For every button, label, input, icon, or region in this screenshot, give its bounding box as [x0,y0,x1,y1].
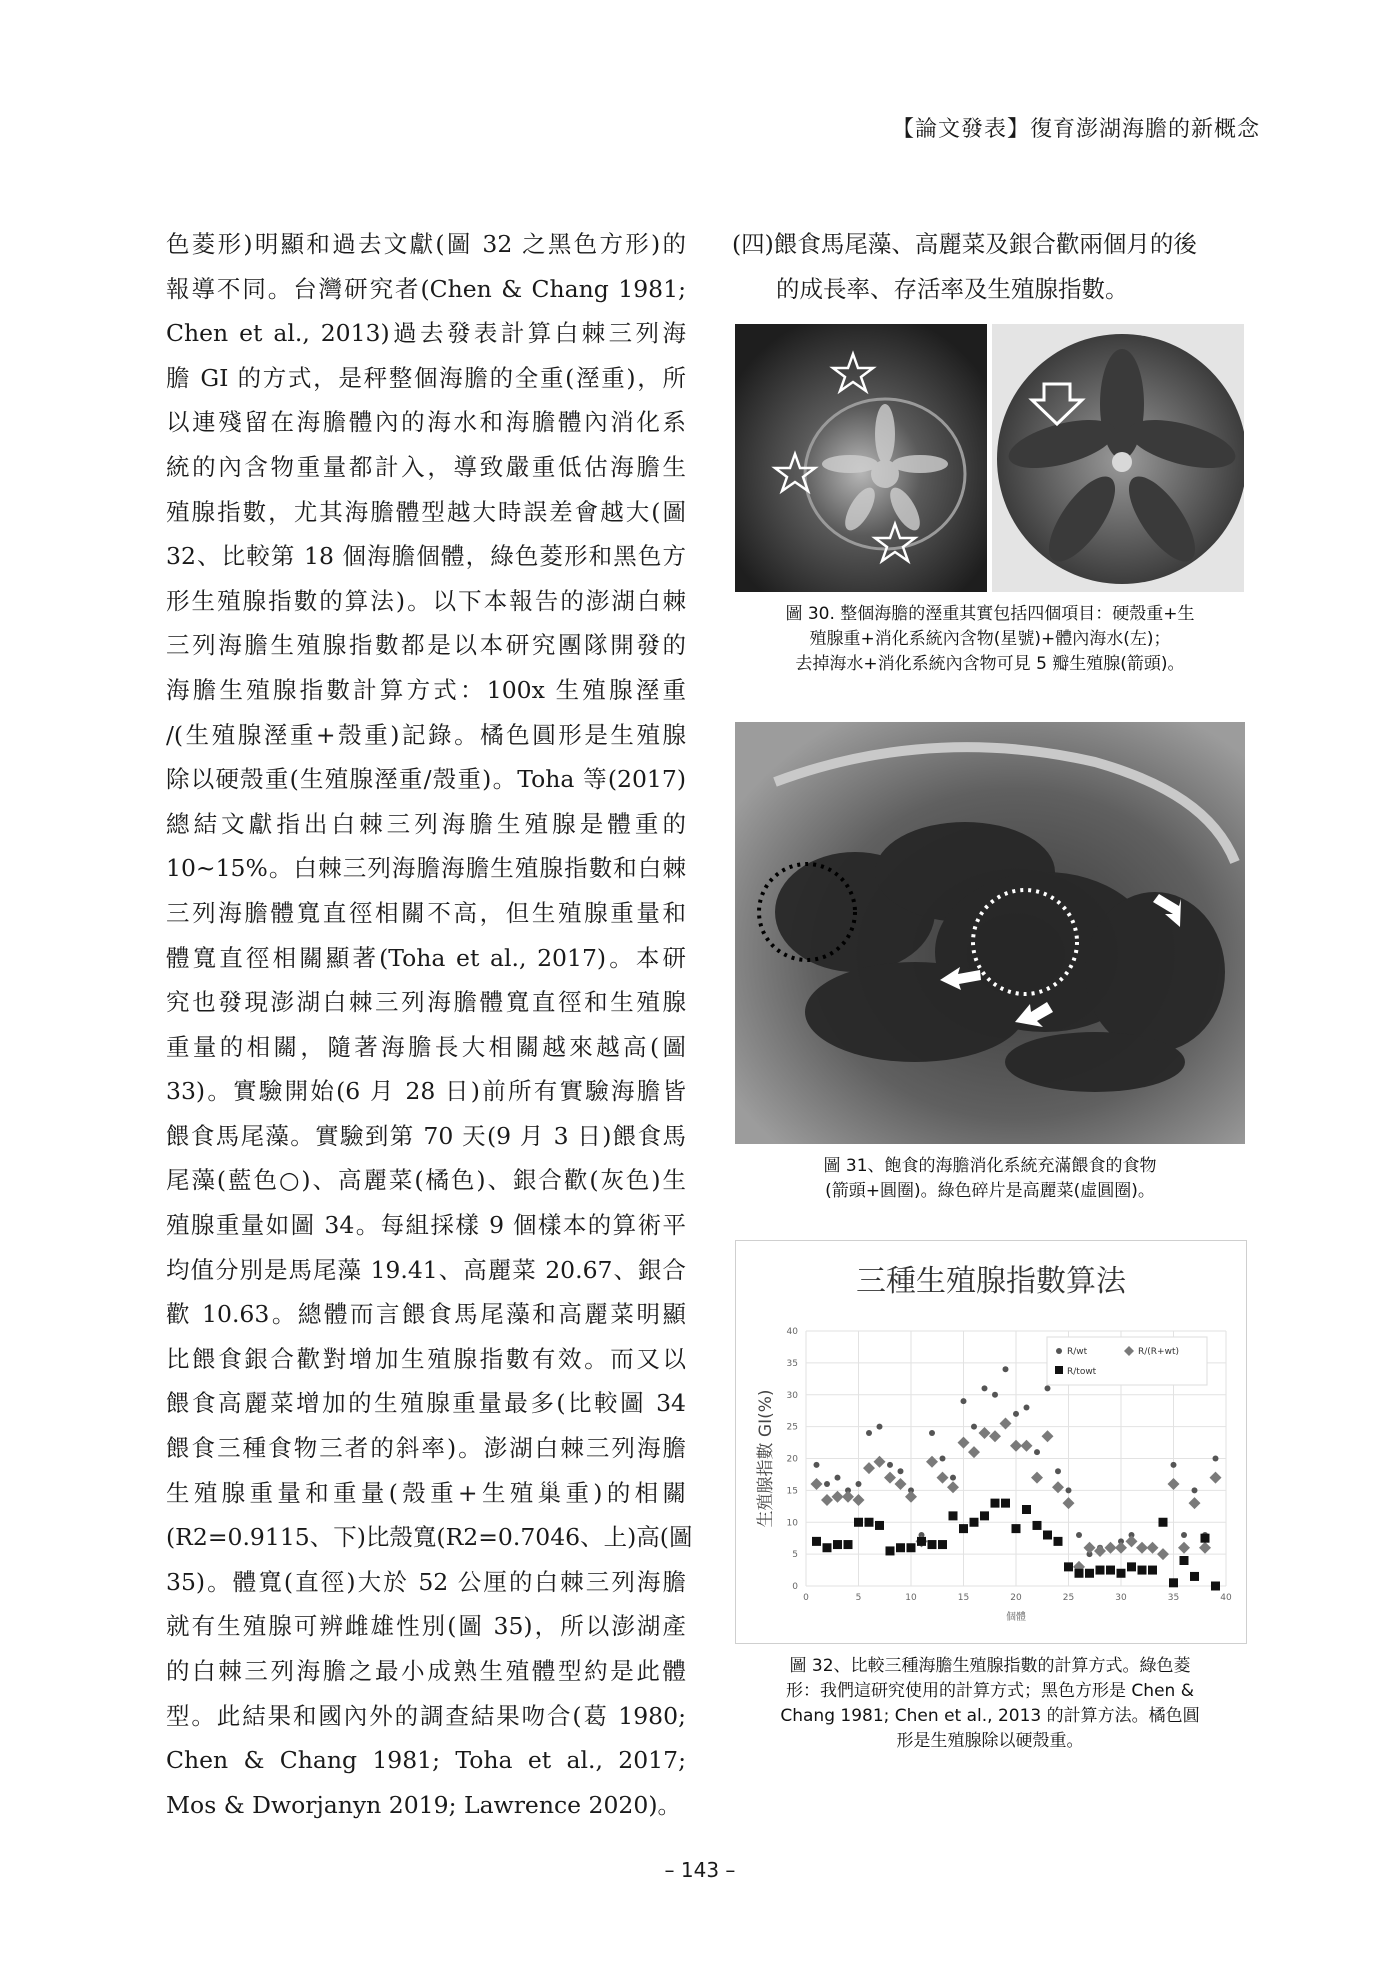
data-point-square [844,1540,853,1549]
y-axis-label: 生殖腺指數 GI(%) [756,1389,776,1528]
text-line: 歡 10.63。總體而言餵食馬尾藻和高麗菜明顯 [166,1300,686,1329]
data-point-diamond [926,1456,938,1468]
data-point-square [959,1524,968,1533]
y-tick-label: 0 [792,1582,798,1592]
x-tick-label: 0 [803,1593,809,1603]
data-point-circle [1034,1449,1040,1455]
data-point-diamond [905,1491,917,1503]
fig31-photo [735,722,1245,1144]
data-point-square [917,1537,926,1546]
text-line: 海膽生殖腺指數計算方式：100x 生殖腺溼重 [166,675,686,704]
data-point-square [1075,1569,1084,1578]
page-number: – 143 – [664,1858,736,1882]
data-point-square [991,1499,1000,1508]
data-point-square [1117,1569,1126,1578]
data-point-square [938,1540,947,1549]
body-text-left [166,222,693,1827]
paragraph [166,222,693,1827]
data-point-diamond [968,1446,980,1458]
caption-line: 圖 32、比較三種海膽生殖腺指數的計算方式。綠色菱 [789,1656,1191,1676]
fig32-caption [735,1654,1245,1754]
data-point-diamond [1210,1472,1222,1484]
text-line: 餵食高麗菜增加的生殖腺重量最多(比較圖 34 [166,1389,686,1418]
data-point-diamond [1052,1481,1064,1493]
data-point-square [1085,1569,1094,1578]
data-point-square [896,1543,905,1552]
data-point-circle [1076,1532,1082,1538]
x-tick-label: 35 [1167,1593,1180,1603]
text-line: 總結文獻指出白棘三列海膽生殖腺是體重的 [166,809,686,838]
data-point-diamond [1105,1542,1117,1554]
text-line: 35)。體寬(直徑)大於 52 公厘的白棘三列海膽 [166,1567,686,1596]
data-point-square [907,1543,916,1552]
caption-line: Chang 1981; Chen et al., 2013 的計算方法。橘色圓 [780,1706,1200,1726]
data-point-circle [1192,1487,1198,1493]
y-tick-label: 35 [786,1358,798,1369]
x-tick-label: 15 [957,1593,970,1603]
legend-marker-square [1055,1366,1063,1374]
text-line: 33)。實驗開始(6 月 28 日)前所有實驗海膽皆 [166,1077,686,1106]
data-point-circle [814,1462,820,1468]
chart-title: 三種生殖腺指數算法 [856,1264,1126,1299]
text-line: Chen & Chang 1981; Toha et al., 2017; [166,1746,686,1775]
text-line: 32、比較第 18 個海膽個體，綠色菱形和黑色方 [166,542,686,571]
data-point-diamond [811,1478,823,1490]
data-point-square [1064,1562,1073,1571]
text-line: 以連殘留在海膽體內的海水和海膽體內消化系 [166,408,686,437]
y-tick-label: 5 [792,1550,798,1561]
fig30-photo-right [992,324,1244,592]
data-point-circle [877,1424,883,1430]
data-point-square [1106,1566,1115,1575]
legend-marker-circle [1056,1348,1062,1354]
data-point-diamond [1010,1440,1022,1452]
data-point-diamond [1199,1542,1211,1554]
fig30-caption [735,602,1245,677]
data-point-circle [1055,1468,1061,1474]
caption-line: 去掉海水+消化系統內含物可見 5 瓣生殖腺(箭頭)。 [795,654,1185,674]
text-line: 餵食馬尾藻。實驗到第 70 天(9 月 3 日)餵食馬 [166,1121,686,1150]
text-line: 重量的相關，隨著海膽長大相關越來越高(圖 [166,1032,686,1061]
data-point-square [1012,1524,1021,1533]
data-point-square [928,1540,937,1549]
caption-line: 形：我們這研究使用的計算方式；黑色方形是 Chen & [786,1681,1194,1701]
data-point-circle [1045,1385,1051,1391]
data-point-square [1054,1537,1063,1546]
data-point-square [1033,1521,1042,1530]
x-tick-label: 10 [905,1593,917,1603]
text-line: 形生殖腺指數的算法)。以下本報告的澎湖白棘 [166,586,686,615]
data-point-square [1022,1505,1031,1514]
data-point-diamond [937,1472,949,1484]
data-point-circle [1213,1456,1219,1462]
data-point-square [1211,1582,1220,1591]
data-point-diamond [821,1494,833,1506]
text-line: 就有生殖腺可辨雌雄性別(圖 35)，所以澎湖產 [166,1612,686,1641]
data-point-square [1180,1556,1189,1565]
text-line: 除以硬殼重(生殖腺溼重/殼重)。Toha 等(2017) [166,765,686,794]
data-point-circle [1024,1405,1030,1411]
data-point-diamond [874,1456,886,1468]
data-point-circle [1003,1366,1009,1372]
data-point-square [1169,1578,1178,1587]
data-point-diamond [1094,1545,1106,1557]
text-line: /(生殖腺溼重+殼重)記錄。橘色圓形是生殖腺 [166,720,686,749]
text-line: 色菱形)明顯和過去文獻(圖 32 之黑色方形)的 [166,230,686,258]
data-point-diamond [1115,1542,1127,1554]
caption-line: 殖腺重+消化系統內含物(星號)+體內海水(左)； [809,629,1171,649]
text-line: 均值分別是馬尾藻 19.41、高麗菜 20.67、銀合 [166,1255,686,1284]
data-point-diamond [958,1437,970,1449]
data-point-diamond [895,1478,907,1490]
text-line: 尾藻(藍色○)、高麗菜(橘色)、銀合歡(灰色)生 [166,1166,686,1195]
data-point-circle [856,1481,862,1487]
data-point-circle [982,1385,988,1391]
text-line: 型。此結果和國內外的調查結果吻合(葛 1980; [166,1701,686,1730]
y-tick-label: 40 [786,1327,798,1337]
text-line: 體寬直徑相關顯著(Toha et al., 2017)。本研 [166,943,686,972]
text-line: 究也發現澎湖白棘三列海膽體寬直徑和生殖腺 [166,988,686,1017]
data-point-square [875,1521,884,1530]
legend-label: R/towt [1067,1367,1097,1377]
text-line: 三列海膽體寬直徑相關不高，但生殖腺重量和 [166,898,686,927]
data-point-square [1138,1566,1147,1575]
y-tick-label: 10 [786,1518,798,1529]
data-point-square [949,1511,958,1520]
data-point-diamond [1178,1542,1190,1554]
data-point-diamond [842,1491,854,1503]
data-point-circle [887,1462,893,1468]
section-title-line-2: 的成長率、存活率及生殖腺指數。 [776,274,1129,303]
fig32-chart [735,1240,1247,1644]
data-point-circle [929,1430,935,1436]
data-point-square [1127,1562,1136,1571]
x-axis-label: 個體 [1006,1612,1026,1623]
data-point-square [1190,1572,1199,1581]
text-line: 比餵食銀合歡對增加生殖腺指數有效。而又以 [166,1344,686,1373]
x-tick-label: 5 [855,1593,862,1603]
running-header: 【論文發表】復育澎湖海膽的新概念 [891,117,1260,142]
data-point-circle [1181,1532,1187,1538]
caption-line: 形是生殖腺除以硬殼重。 [896,1731,1084,1751]
caption-line: 圖 30. 整個海膽的溼重其實包括四個項目：硬殼重+生 [785,604,1195,624]
data-point-circle [1171,1462,1177,1468]
data-point-diamond [1157,1548,1169,1560]
fig30-photo-left [735,324,987,592]
data-point-square [1043,1531,1052,1540]
legend-box [1047,1337,1207,1385]
section-title [732,222,1242,311]
caption-line: 圖 31、飽食的海膽消化系統充滿餵食的食物 [823,1156,1157,1176]
text-line: 膽 GI 的方式，是秤整個海膽的全重(溼重)，所 [166,363,686,392]
text-line: 殖腺重量如圖 34。每組採樣 9 個樣本的算術平 [166,1211,686,1240]
data-point-circle [992,1392,998,1398]
x-tick-label: 25 [1062,1593,1075,1603]
y-tick-label: 20 [786,1454,798,1465]
fig31-caption [735,1154,1245,1204]
data-point-diamond [1147,1542,1159,1554]
text-line: 餵食三種食物三者的斜率)。澎湖白棘三列海膽 [166,1434,686,1463]
data-point-diamond [863,1462,875,1474]
data-point-circle [971,1424,977,1430]
data-point-square [1201,1534,1210,1543]
data-point-diamond [884,1472,896,1484]
text-line: 10~15%。白棘三列海膽海膽生殖腺指數和白棘 [166,854,686,883]
x-tick-label: 40 [1220,1593,1232,1603]
text-line: Mos & Dworjanyn 2019; Lawrence 2020)。 [166,1790,681,1819]
data-point-circle [824,1481,830,1487]
legend-label: R/(R+wt) [1138,1347,1179,1357]
y-tick-label: 25 [786,1422,798,1433]
data-point-square [980,1511,989,1520]
text-line: 的白棘三列海膽之最小成熟生殖體型約是此體 [166,1657,686,1685]
data-point-diamond [1000,1417,1012,1429]
caption-line: (箭頭+圓圈)。綠色碎片是高麗菜(虛圓圈)。 [825,1181,1155,1201]
data-point-diamond [979,1427,991,1439]
data-point-diamond [1189,1497,1201,1509]
data-point-circle [835,1475,841,1481]
data-point-square [970,1518,979,1527]
data-point-diamond [1168,1478,1180,1490]
text-line: Chen et al., 2013)過去發表計算白棘三列海 [166,319,686,348]
data-point-circle [866,1430,872,1436]
data-point-square [833,1540,842,1549]
text-line: 統的內含物重量都計入，導致嚴重低估海膽生 [166,452,686,481]
section-title-line-1: (四)餵食馬尾藻、高麗菜及銀合歡兩個月的後 [732,230,1197,258]
x-tick-label: 30 [1115,1593,1127,1603]
data-point-square [1001,1499,1010,1508]
scatter-chart [736,1241,1246,1643]
data-point-diamond [1021,1440,1033,1452]
y-tick-label: 30 [786,1390,798,1401]
data-point-diamond [947,1481,959,1493]
data-point-circle [1013,1411,1019,1417]
data-point-circle [898,1468,904,1474]
data-point-diamond [989,1430,1001,1442]
data-point-square [823,1543,832,1552]
data-point-square [1148,1566,1157,1575]
data-point-square [854,1518,863,1527]
data-point-diamond [1031,1472,1043,1484]
data-point-circle [950,1475,956,1481]
data-point-square [1096,1566,1105,1575]
text-line: 三列海膽生殖腺指數都是以本研究團隊開發的 [166,631,686,660]
data-point-diamond [1063,1497,1075,1509]
data-point-diamond [1126,1535,1138,1547]
legend-label: R/wt [1067,1347,1088,1357]
data-point-diamond [832,1491,844,1503]
y-tick-label: 15 [786,1486,798,1497]
data-point-square [865,1518,874,1527]
data-point-circle [1066,1487,1072,1493]
data-point-diamond [1084,1542,1096,1554]
text-line: 生殖腺重量和重量(殼重+生殖巢重)的相關 [166,1478,686,1507]
data-point-square [886,1546,895,1555]
body-text-right [732,222,1242,311]
data-point-diamond [1136,1542,1148,1554]
data-point-circle [940,1456,946,1462]
text-line: 報導不同。台灣研究者(Chen & Chang 1981; [166,274,686,303]
data-point-diamond [853,1494,865,1506]
text-line: (R2=0.9115、下)比殼寬(R2=0.7046、上)高(圖 [166,1523,693,1552]
data-point-square [812,1537,821,1546]
data-point-circle [961,1398,967,1404]
data-point-square [1159,1518,1168,1527]
text-line: 殖腺指數，尤其海膽體型越大時誤差會越大(圖 [166,497,686,526]
x-tick-label: 20 [1010,1593,1022,1603]
data-point-diamond [1042,1430,1054,1442]
